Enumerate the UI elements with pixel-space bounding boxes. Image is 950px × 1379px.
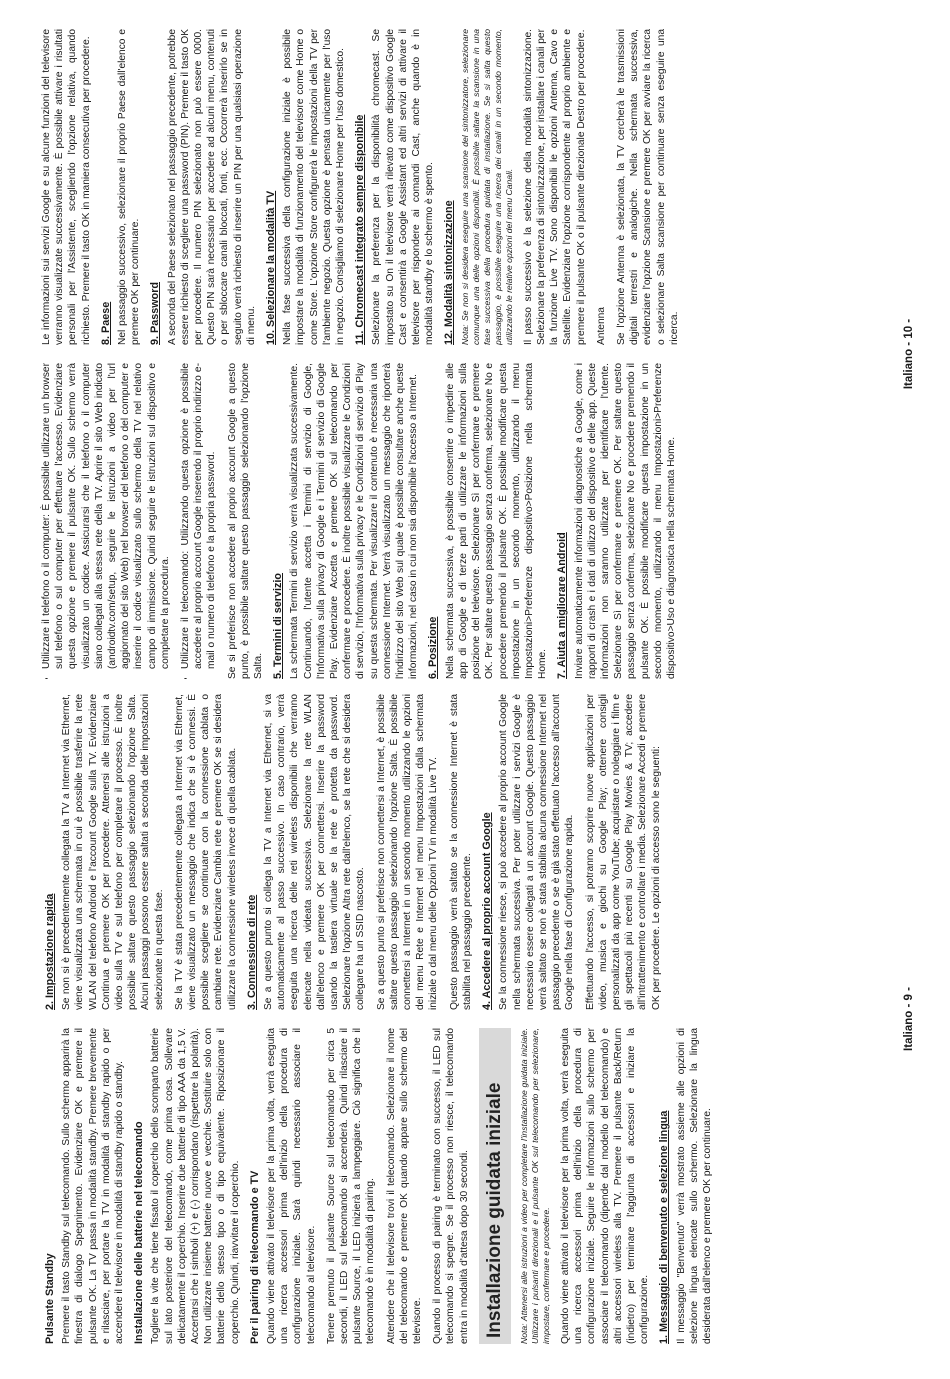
paragraph: Nel passaggio successivo, selezionare il proprio Paese dall'elenco e premere OK per continuare.: [117, 29, 142, 345]
antenna-label: Antenna: [595, 307, 607, 345]
signin-options-list: [40, 363, 219, 679]
paragraph: Quando viene attivato il televisore per la prima volta, verrà eseguita una ricerca accessori prima dell'inizio della procedura di configurazione iniziale. Sarà quindi necessario associare il telecomando al televisore.: [266, 1028, 317, 1344]
heading-step-5: 5. Termini di servizio: [272, 572, 285, 679]
heading-batteries: Installazione delle batterie nel telecomando: [133, 1121, 146, 1344]
paragraph: Inviare automaticamente informazioni diagnostiche a Google, come i rapporti di crash e i dati di utilizzo del dispositivo e delle app. Queste informazioni non saranno utilizzate per identificare l'utente. Selezionare Sì per confermare e premere OK. Per saltare questo passaggio senza conferma, selezionare No e procedere premendo il pulsante OK. È possibile modificare questa impostazione in un secondo momento, utilizzando il menu Impostazioni>Preferenze dispositivo>Uso e diagnostica nella schermata Home.: [573, 363, 677, 679]
heading-step-10: 10. Selezionare la modalità TV: [265, 190, 278, 345]
paragraph: Il passo successivo è la selezione della modalità sintonizzazione. Selezionare la preferenza di sintonizzazione, per installare i canali per la funzione Live TV. Sono disponibili le opzioni Antenna, Cavo e Satellite. Evidenziare l'opzione corrispondente al proprio ambiente e premere il pulsante OK o il pulsante direzionale Destro per procedere.: [522, 29, 587, 345]
page-number: Italiano - 10 -: [903, 318, 915, 390]
paragraph: Le informazioni sui servizi Google e su alcune funzioni del televisore verranno visualizzate successivamente. È possibile attivare i risultati personali per l'Assistente, scegliendo l'opzione relativa, quando richiesto. Premere il tasto OK in maniera consecutiva per procedere.: [41, 29, 92, 345]
paragraph: Se si preferisce non accedere al proprio account Google a questo punto, è possibile saltare questo passaggio selezionando l'opzione Salta.: [226, 363, 265, 679]
paragraph: Se a questo punto si preferisce non connettersi a Internet, è possibile saltare questo passaggio selezionando l'opzione Salta. È possibile connettersi a Internet in un secondo momento utilizzando le opzioni del menu Rete e Internet nel menu Impostazioni dalla schermata iniziale o dal menu delle Opzioni TV in modalità Live TV.: [375, 694, 440, 1010]
paragraph: La schermata Termini di servizio verrà visualizzata successivamente. Continuando, l'utente accetta i Termini di servizio di Google, l'Informativa sulla privacy di Google e i Termini di servizio di Google Play. Evidenziare Accetta e premere OK sul telecomando per confermare e procedere. È inoltre possibile visualizzare le Condizioni di servizio, l'Informativa sulla privacy e le Condizioni di servizio di Play su questa schermata. Per visualizzare il contenuto è necessaria una connessione Internet. Verrà visualizzato un messaggio che riporterà l'indirizzo del sito Web sul quale è possibile consultare anche queste informazioni, nel caso in cui non sia disponibile l'accesso a Internet.: [289, 363, 420, 679]
paragraph: Se a questo punto si collega la TV a Internet via Ethernet, si va automaticamente al passo successivo. In caso contrario, verrà eseguita una ricerca delle reti wireless disponibili che verranno elencate nella videata successiva. Selezionare la rete WLAN dall'elenco e premere OK per connettersi. Inserire la password usando la tastiera virtuale se la rete è protetta da password. Selezionare l'opzione Altra rete dall'elenco, se la rete che si desidera collegare ha un SSID nascosto.: [263, 694, 367, 1010]
heading-step-12: 12. Modalità sintonizzazione: [443, 200, 456, 345]
paragraph: Quando il processo di pairing è terminato con successo, il LED sul telecomando si spegne. Se il processo non riesce, il telecomando entra in modalità d'attesa dopo 30 secondi.: [432, 1028, 470, 1344]
paragraph: Effettuando l'accesso, si potranno scoprire nuove applicazioni per video, musica e giochi su Google Play; ottenere consigli personalizzati da app come YouTube; acquistare o noleggiare i film e gli spettacoli più recenti su Google Play Movies & TV; accedere all'intrattenimento e controllare i media. Selezionare Accedi e premere OK per procedere. Le opzioni di accesso sono le seguenti:: [584, 694, 662, 1010]
heading-step-8: 8. Paese: [99, 301, 112, 345]
page-9: [40, 694, 915, 1344]
column-1: [40, 1028, 880, 1344]
heading-step-7: 7. Aiuta a migliorare Android: [556, 532, 569, 679]
heading-step-9: 9. Password: [149, 281, 162, 345]
paragraph: Selezionare la preferenza per la disponibilità chromecast. Se impostato su On il televisore verrà rilevato come dispositivo Google Cast e consentirà a Google Assistant ed altri servizi di attivare il televisore per rispondere ai comandi Cast, anche quando è in modalità standby e lo schermo è spento.: [371, 29, 436, 345]
section-banner: Installazione guidata iniziale: [479, 1028, 511, 1344]
heading-step-2: 2. Impostazione rapida: [44, 893, 56, 1010]
paragraph: Togliere la vite che tiene fissato il coperchio dello scomparto batterie sul lato posteriore del telecomando, come prima cosa. Sollevare delicatamente il coperchio. Inserire due batterie di tipo AAA da 1,5 V. Accertarsi che i simboli (+) e (-) corrispondano (rispettare la polarità). Non utilizzare insieme batterie nuove e vecchie. Sostituire solo con batterie dello stesso tipo o di tipo equivalente. Riposizionare il coperchio. Quindi, riavvitare il coperchio.: [150, 1028, 241, 1344]
column-3: [40, 363, 880, 679]
heading-step-3: 3. Connessione di rete: [245, 894, 258, 1010]
heading-pairing: Per il pairing di telecomando e TV: [248, 1170, 261, 1344]
paragraph: Se la connessione riesce, si può accedere al proprio account Google nella schermata successiva. Per poter utilizzare i servizi Google è necessario essere collegati a un account Google. Questo passaggio verrà saltato se non è stata stabilita alcuna connessione Internet nel passaggio precedente o se è già stato effettuato l'accesso all'account Google nella fase di Configurazione rapida.: [498, 694, 576, 1010]
page-10: [40, 29, 915, 679]
paragraph: Il messaggio "Benvenuto" verrà mostrato assieme alle opzioni di selezione lingua elencate sullo schermo. Selezionare la lingua desiderata dall'elenco e premere OK per continuare.: [675, 1028, 713, 1344]
paragraph: Premere il tasto Standby sul telecomando. Sullo schermo apparirà la finestra di dialogo Spegnimento. Evidenziare OK e premere il pulsante OK. La TV passa in modalità standby. Premere brevemente e rilasciare, per portare la TV in modalità di standby rapido o per accendere il televisore in modalità di standby rapido o standby.: [61, 1028, 126, 1344]
paragraph: Se la TV è stata precedentemente collegata a Internet via Ethernet, viene visualizzato un messaggio che indica che si è connessi. È possibile scegliere se continuare con la connessione cablata o cambiare rete. Evidenziare Cambia rete e premere OK se si desidera utilizzare la connessione wireless invece di quella cablata.: [173, 694, 238, 1010]
paragraph: Attendere che il televisore trovi il telecomando. Selezionare il nome del telecomando e premere OK quando appare sullo schermo del televisore.: [385, 1028, 424, 1344]
paragraph: Tenere premuto il pulsante Source sul telecomando per circa 5 secondi, il LED sul telecomando si accenderà. Quindi rilasciare il pulsante Source, il LED inizierà a lampeggiare. Ciò significa che il telecomando è in modalità di pairing.: [325, 1028, 377, 1344]
column-2: [40, 694, 880, 1010]
note: Nota: Attenersi alle istruzioni a video per completare l'installazione guidata iniziale. Utilizzare i pulsanti direzionali e il pulsante OK sul telecomando per selezionare, impostare, confermare e procedere.: [518, 1028, 551, 1344]
paragraph: Se non si è precedentemente collegata la TV a Internet via Ethernet, viene visualizzata una schermata in cui è possibile trasferire la rete WLAN del telefono Android e l'account Google sulla TV. Evidenziare Continua e premere OK per procedere. Attenersi alle istruzioni a video sulla TV e sul telefono per completare il processo. È inoltre possibile saltare questo passaggio selezionando l'opzione Salta. Alcuni passaggi possono essere saltati a seconda delle impostazioni selezionate in questa fase.: [61, 694, 165, 1010]
heading-step-11: 11. Chromecast integrato sempre disponibile: [354, 114, 367, 345]
column-4: [40, 29, 880, 345]
heading-step-1: 1. Messaggio di benvenuto e selezione lingua: [658, 1110, 671, 1344]
paragraph: A seconda del Paese selezionato nel passaggio precedente, potrebbe essere richiesto di scegliere una password (PIN). Premere il tasto OK per procedere. Il numero PIN selezionato non può essere 0000. Questo PIN sarà necessario per accedere ad alcuni menu, contenuti o per sbloccare canali bloccati, fonti, ecc. Occorrerà inserirlo se in seguito verrà richiesto di inserire un PIN per una qualsiasi operazione di menu.: [166, 29, 257, 345]
heading-step-4: 4. Accedere al proprio account Google: [481, 812, 494, 1010]
heading-step-6: 6. Posizione: [427, 616, 440, 679]
paragraph: Questo passaggio verrà saltato se la connessione Internet è stata stabilita nel passaggio precedente.: [448, 694, 473, 1010]
paragraph: Nella fase successiva della configurazione iniziale è possibile impostare la modalità di funzionamento del televisore come Home o come Store. L'opzione Store configurerà le impostazioni della TV per l'ambiente negozio. Questa opzione è pensata unicamente per l'uso in negozio. Consigliamo di selezionare Home per l'uso domestico.: [282, 29, 347, 345]
note: Nota: Se non si desidera eseguire una scansione del sintonizzatore, selezionare comunque una delle opzioni disponibili. È possibile saltare la scansione in una fase successiva della procedura guidata di installazione. Se si salta questo passaggio, è possibile eseguire una ricerca dei canali in un secondo momento, utilizzando le relative opzioni del menu Canali.: [459, 29, 514, 345]
paragraph: Nella schermata successiva, è possibile consentire o impedire alle app di Google e di terze parti di utilizzare le informazioni sulla posizione del televisore. Selezionare Sì per confermare e premere OK. Per saltare questo passaggio senza conferma, selezionare No e procedere premendo il pulsante OK. È possibile modificare questa impostazione in un secondo momento, utilizzando il menu Impostazioni>Preferenze dispositivo>Posizione nella schermata Home.: [444, 363, 549, 679]
list-item: • Utilizzare il telefono o il computer: È possibile utilizzare un browser sul telefono o sul computer per effettuare l'accesso. Evidenziare questa opzione e premere il pulsante OK. Sullo schermo verrà visualizzato un codice. Assicurarsi che il telefono o il computer siano collegati alla stessa rete della TV. Aprire il sito Web indicato (androidtv.com/setup, seguire le istruzioni a video per l'url aggiornato del sito Web) nel browser del telefono o del computer e inserire il codice visualizzato sullo schermo della TV nel relativo campo di immissione. Quindi seguire le istruzioni sul dispositivo e completare la procedura.: [40, 363, 172, 669]
heading-standby: Pulsante Standby: [44, 1253, 56, 1344]
list-item: • Utilizzare il telecomando: Utilizzando questa opzione è possibile accedere al proprio account Google inserendo il proprio indirizzo e-mail o numero di telefono e la propria password.: [179, 363, 219, 669]
paragraph: Quando viene attivato il televisore per la prima volta, verrà eseguita una ricerca accessori prima dell'inizio della procedura di configurazione iniziale. Seguire le informazioni sullo schermo per associare il telecomando (dipende dal modello del telecomando) e altri accessori wireless alla TV. Premere il pulsante Back/Return (indietro) per terminare l'aggiunta di accessori e iniziare la configurazione.: [559, 1028, 651, 1344]
paragraph: Se l'opzione Antenna è selezionata, la TV cercherà le trasmissioni digitali terrestri e analogiche. Nella schermata successiva, evidenziare l'opzione Scansione e premere OK per avviare la ricerca o selezionare Salta scansione per continuare senza eseguire una ricerca.: [615, 29, 680, 345]
page-number: Italiano - 9 -: [903, 987, 915, 1051]
